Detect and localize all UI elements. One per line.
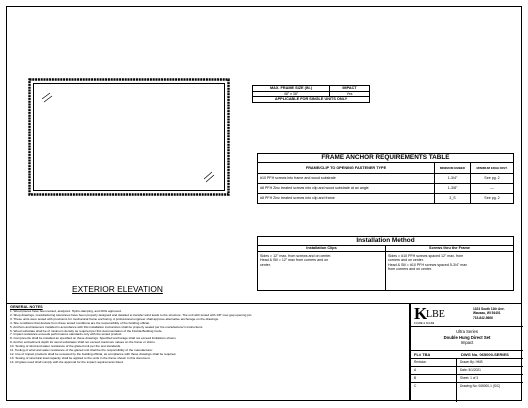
clips-text-line: Head & Sill = 12" max from corners and on <box>260 258 329 263</box>
anchor-row-embed: 1-3/4" <box>435 174 471 184</box>
drawing-info-column <box>457 359 523 402</box>
anchor-row-type: #10 PFH screws into frame and wood substrate <box>258 174 435 184</box>
anchor-row-type: #8 PFH Zinc treated screws into clip and wood substrate at an angle <box>258 184 435 194</box>
company-header <box>411 304 523 327</box>
frame-size-value: 48" x 38" <box>253 91 330 97</box>
revision-entry: B <box>411 375 456 383</box>
company-logo-text: LBE <box>426 310 445 320</box>
install-table-title: Installation Method <box>258 237 514 246</box>
clips-header: Installation Clips <box>258 246 386 252</box>
frame-size-table <box>252 85 370 103</box>
address-line: Wausau, WI 54401 <box>473 311 501 316</box>
clips-text-line: Sides = 12" max. from screws and on center. <box>260 253 332 258</box>
note-line: 1. Wood pieces have been tested, analyzed. Hydro-damping, and FRG approved. <box>10 310 122 313</box>
anchor-row-edge: See pg. 2 <box>471 194 514 204</box>
company-address <box>473 307 521 320</box>
fl-row <box>411 351 523 359</box>
clips-text-line: center. <box>260 262 271 267</box>
notes-title: GENERAL NOTES <box>10 305 43 309</box>
anchor-row-embed: 3_S <box>435 194 471 204</box>
sheet-number: Sheet: 1 of 3 <box>457 375 523 383</box>
note-line: 5. Anchors and fasteners installed in accordance with this installation instructions shall be properly sealed per the manufacturer's instructions. <box>10 325 204 329</box>
note-line: 9. Anchor embedment depth for wood substrates shall not exceed maximum values on the frame or shims. <box>10 341 156 345</box>
frame-size-footer: APPLICABLE FOR SINGLE UNITS ONLY <box>253 97 370 103</box>
installation-method-table <box>257 236 514 291</box>
frame-screws-header: Screws thru the Frame <box>386 246 514 252</box>
note-line: 8. Components shall be installed as specified on these drawings. Specified anchorage shall not exceed limitations shown. <box>10 337 177 341</box>
frame-text-line: Head & Sill = #10 PFH screws spaced 5-3/4" max <box>388 262 468 267</box>
general-notes <box>6 303 410 401</box>
revision-label: Revision <box>411 359 456 367</box>
product-subtitle: Impact <box>460 340 474 346</box>
note-line: 11. Testing of wind and water resistance of the glazed unit shall be the responsibility of the manufacturer. <box>10 349 153 353</box>
frame-text-line: corners and on center. <box>388 258 424 263</box>
min-embed-header: MINIMUM EMBED <box>435 163 471 174</box>
drawn-by: Drawn By: HMS <box>457 359 523 367</box>
address-line: 1323 South 11th Ave. <box>473 307 505 311</box>
min-edge-header: MINIMUM EDGE DIST. <box>471 163 514 174</box>
clips-spacing-cell <box>258 251 386 290</box>
frame-screws-spacing-cell <box>386 251 514 290</box>
drawing-number-detail: Drawing No: 065000-1 (S/C) <box>460 384 501 388</box>
note-line: 10. Testing of wind and water resistance of the glazed unit per the test standards. <box>10 345 122 349</box>
fl-number: FL# TBA <box>414 352 431 357</box>
product-name: Double Hung Direct Set <box>443 334 491 340</box>
window-elevation-drawing <box>28 78 230 196</box>
frame-size-header: MAX. FRAME SIZE (IN.) <box>253 86 330 92</box>
note-line: 4. Site conditions that deviate from these tested conditions are the responsibility of the building official. <box>10 321 150 325</box>
anchor-row-edge: — <box>471 184 514 194</box>
revision-column <box>411 359 457 402</box>
address-line: 715-842-5666 <box>473 315 493 320</box>
elevation-label: EXTERIOR ELEVATION <box>72 284 163 294</box>
note-line: 14. All glass used shall comply with the approval for the impact requirements listed. <box>10 360 124 364</box>
company-subtitle: KOLBE & KOLBE <box>414 322 435 325</box>
note-line: 13. Testing of structural load capacity shall be applied to the units in the frame shown in this document. <box>10 356 151 360</box>
product-info <box>411 327 523 351</box>
drawing-date: Date: 5/1/2021 <box>457 367 523 375</box>
impact-value: Yes <box>330 91 370 97</box>
impact-header: IMPACT <box>330 86 370 92</box>
anchor-row-embed: 1-3/8" <box>435 184 471 194</box>
company-logo-k: K <box>414 305 428 322</box>
frame-text-line: from corners and on center. <box>388 267 432 272</box>
product-line: Ultra Series <box>456 329 478 334</box>
note-line: 7. Impact resistance exceeds performance standards only with the tested product. <box>10 333 123 337</box>
drawing-number: DWG No. 065000-SERIES <box>461 352 509 357</box>
anchor-row-type: #8 PFH Zinc treated screws into clip and frame <box>258 194 435 204</box>
fastener-type-header: FRAME/CLIP TO OPENING FASTENER TYPE <box>258 163 435 174</box>
note-line: 3. These units were tested with provisions for mechanical frame anchoring. A professional engineer shall approve alternative anchorage on the drawings. <box>10 317 219 321</box>
title-block <box>410 303 522 401</box>
note-line: 12. Use of Impact products shall be reviewed by the building official, as compliance with these drawings shall be required. <box>10 352 177 356</box>
anchor-requirements-table <box>257 153 514 204</box>
revision-entry: C <box>414 384 417 388</box>
frame-text-line: Sides = #10 PFH screws spaced 12" max. from <box>388 253 464 258</box>
revision-table <box>411 359 523 402</box>
anchor-row-edge: See pg. 2 <box>471 174 514 184</box>
note-line: 6. Wood substrate shall be of minimum density as required per this documentation of the Florida Building Code. <box>10 329 163 333</box>
note-line: 2. Shop drawings, manufacturing tolerances have been properly designed and detailed to transfer wind loads to the structure. The unit with tested with 1/8" max gap opening pin. <box>10 313 253 317</box>
revision-entry: A <box>411 367 456 375</box>
anchor-table-title: FRAME ANCHOR REQUIREMENTS TABLE <box>258 154 514 163</box>
